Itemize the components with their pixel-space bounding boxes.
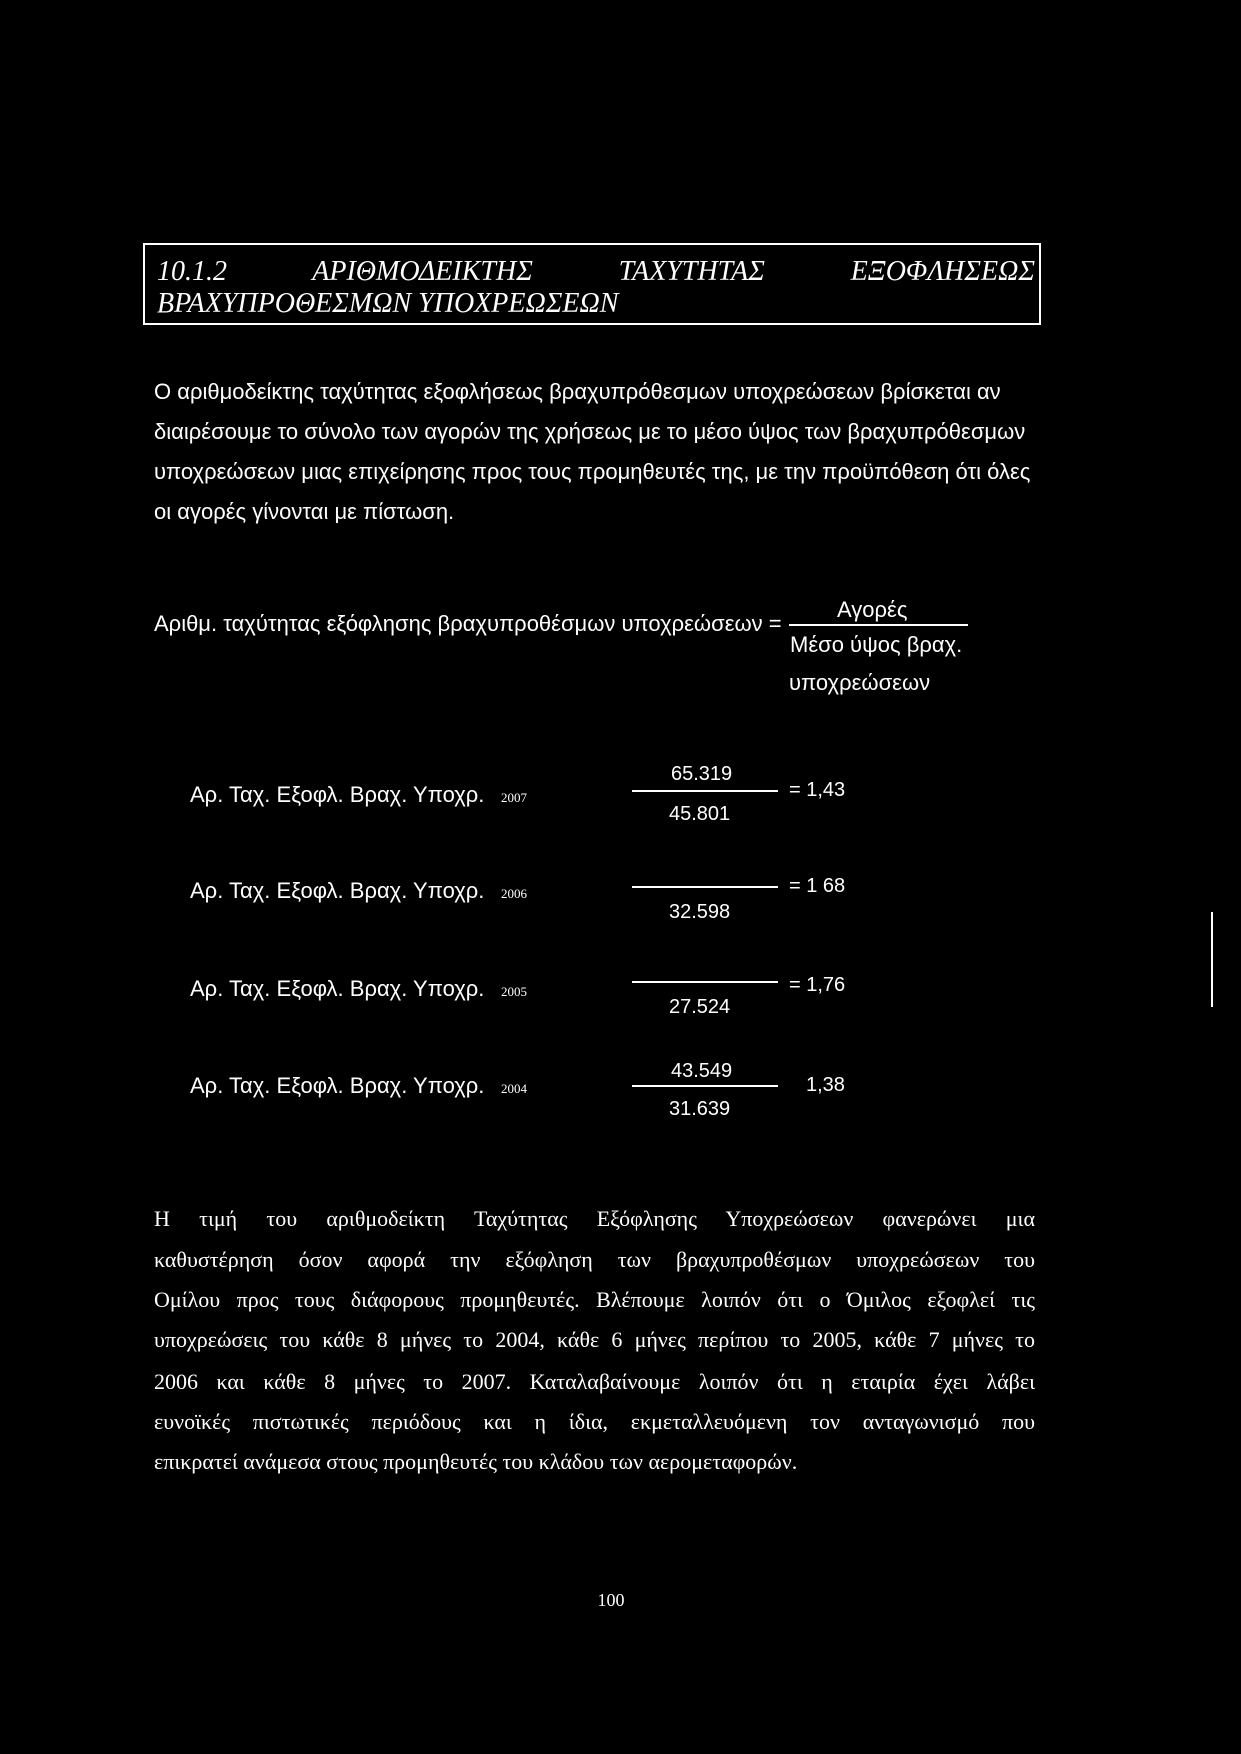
ratio-result: = 1,43 <box>789 779 846 801</box>
ratio-label: Αρ. Ταχ. Εξοφλ. Βραχ. Υποχρ. <box>190 1073 485 1098</box>
intro-line: Ο αριθμοδείκτης ταχύτητας εξοφλήσεως βραχυπρόθεσμων υποχρεώσεων βρίσκεται αν <box>154 379 1001 404</box>
ratio-fraction-bar <box>632 886 778 888</box>
formula-denominator-line-2: υποχρεώσεων <box>789 670 931 695</box>
ratio-year: 2006 <box>501 886 527 901</box>
ratio-numerator: 43.549 <box>671 1060 733 1082</box>
ratio-row-2006 <box>0 856 1241 926</box>
section-heading-line-1: 10.1.2 ΑΡΙΘΜΟΔΕΙΚΤΗΣ ΤΑΧΥΤΗΤΑΣ ΕΞΟΦΛΗΣΕΩΣ <box>157 256 1035 287</box>
intro-line: οι αγορές γίνονται με πίστωση. <box>154 499 455 524</box>
ratio-denominator: 45.801 <box>669 803 731 825</box>
ratio-year: 2005 <box>501 984 527 999</box>
section-heading-line-2: ΒΡΑΧΥΠΡΟΘΕΣΜΩΝ ΥΠΟΧΡΕΩΣΕΩΝ <box>157 288 619 319</box>
ratio-year: 2007 <box>501 790 527 805</box>
scan-edge-line <box>1211 912 1213 1007</box>
ratio-label: Αρ. Ταχ. Εξοφλ. Βραχ. Υποχρ. <box>190 976 485 1001</box>
ratio-denominator: 31.639 <box>669 1098 731 1120</box>
ratio-result: = 1 68 <box>789 875 846 897</box>
formula-denominator-line-1: Μέσο ύψος βραχ. <box>790 632 963 657</box>
conclusion-line: Η τιμή του αριθμοδείκτη Ταχύτητας Εξόφλησης Υποχρεώσεων φανερώνει μια <box>154 1206 1035 1231</box>
ratio-result: 1,38 <box>806 1074 845 1096</box>
ratio-fraction-bar <box>632 790 778 792</box>
conclusion-line: επικρατεί ανάμεσα στους προμηθευτές του κλάδου των αερομεταφορών. <box>154 1449 798 1474</box>
intro-line: υποχρεώσεων μιας επιχείρησης προς τους προμηθευτές της, με την προϋπόθεση ότι όλες <box>154 459 1031 484</box>
conclusion-line: υποχρεώσεις του κάθε 8 μήνες το 2004, κάθε 6 μήνες περίπου το 2005, κάθε 7 μήνες το <box>154 1327 1035 1352</box>
ratio-fraction-bar <box>632 1085 778 1087</box>
ratio-row-2007 <box>0 760 1241 830</box>
ratio-numerator: 65.319 <box>671 763 733 785</box>
ratio-year: 2004 <box>501 1081 527 1096</box>
conclusion-line: 2006 και κάθε 8 μήνες το 2007. Καταλαβαίνουμε λοιπόν ότι η εταιρία έχει λάβει <box>154 1369 1035 1394</box>
intro-line: διαιρέσουμε το σύνολο των αγορών της χρήσεως με το μέσο ύψος των βραχυπρόθεσμων <box>154 419 1026 444</box>
ratio-row-2004 <box>0 1055 1241 1125</box>
ratio-row-2005 <box>0 951 1241 1021</box>
ratio-denominator: 27.524 <box>669 996 731 1018</box>
formula-numerator: Αγορές <box>837 597 908 622</box>
conclusion-line: Ομίλου προς τους διάφορους προμηθευτές. Βλέπουμε λοιπόν ότι ο Όμιλος εξοφλεί τις <box>154 1287 1035 1312</box>
ratio-label: Αρ. Ταχ. Εξοφλ. Βραχ. Υποχρ. <box>190 782 485 807</box>
conclusion-line: ευνοϊκές πιστωτικές περιόδους και η ίδια, εκμεταλλευόμενη τον ανταγωνισμό που <box>154 1409 1035 1434</box>
ratio-denominator: 32.598 <box>669 901 731 923</box>
ratio-label: Αρ. Ταχ. Εξοφλ. Βραχ. Υποχρ. <box>190 878 485 903</box>
ratio-fraction-bar <box>632 981 778 983</box>
conclusion-line: καθυστέρηση όσον αφορά την εξόφληση των βραχυπροθέσμων υποχρεώσεων του <box>154 1247 1035 1272</box>
ratio-result: = 1,76 <box>789 974 846 996</box>
formula-label: Αριθμ. ταχύτητας εξόφλησης βραχυπροθέσμων υποχρεώσεων = <box>154 611 782 636</box>
formula-fraction-bar <box>789 624 968 626</box>
page-number: 100 <box>597 1590 625 1610</box>
